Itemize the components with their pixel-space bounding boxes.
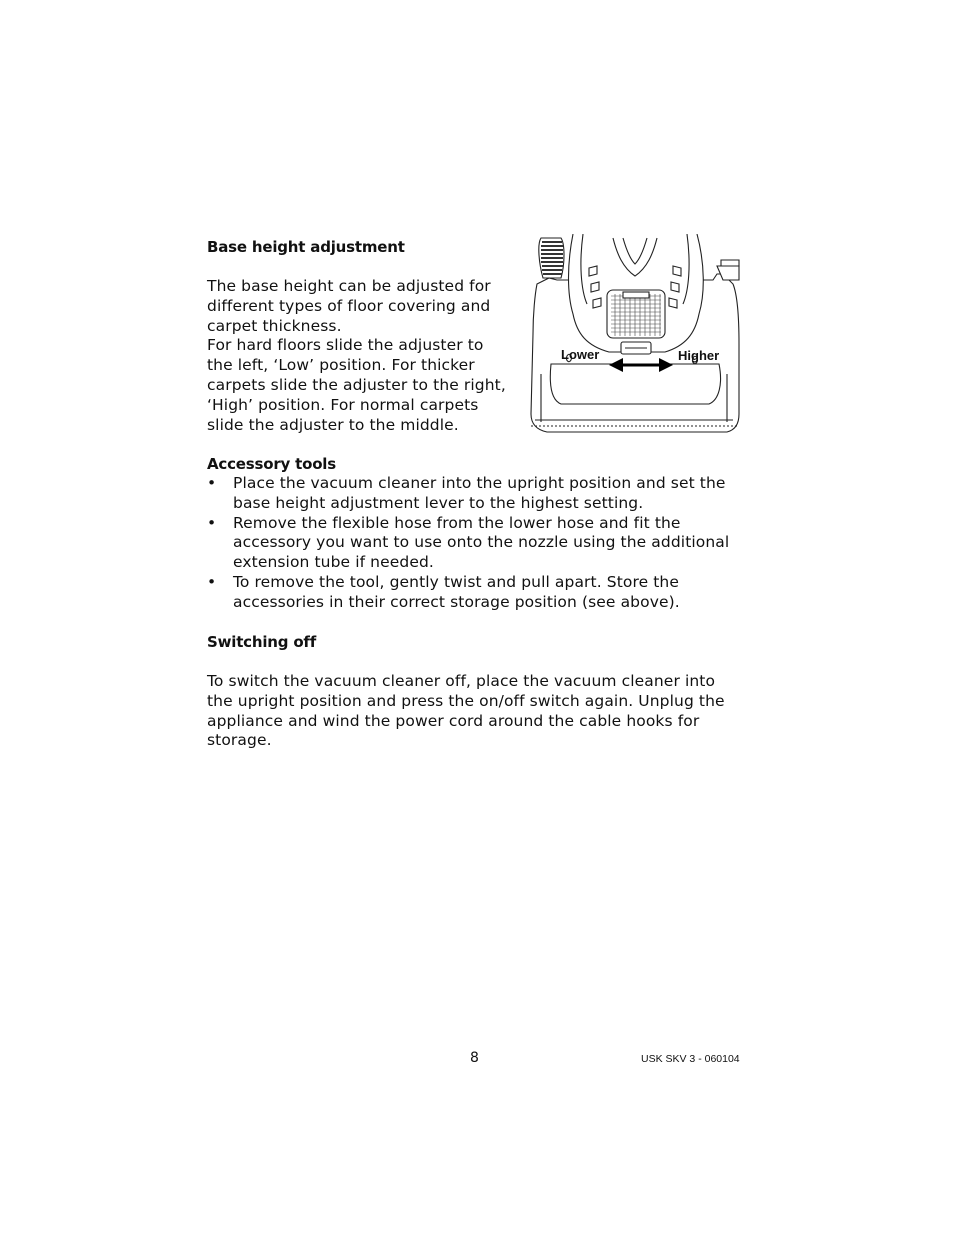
list-item-text: Place the vacuum cleaner into the upright position and set the base height adjustment lever to the highest setting. (233, 474, 726, 512)
list-item (207, 573, 747, 613)
vacuum-base-drawing (527, 234, 741, 440)
accessory-tools-list (207, 474, 747, 613)
document-code: USK SKV 3 - 060104 (641, 1053, 740, 1065)
list-item-text: To remove the tool, gently twist and pull apart. Store the accessories in their correct storage position (see above). (233, 572, 680, 611)
section-heading-switching-off: Switching off (207, 633, 317, 651)
list-item (207, 474, 747, 514)
section-heading-base-height: Base height adjustment (207, 238, 405, 256)
list-item-text: Remove the flexible hose from the lower hose and fit the accessory you want to use onto the nozzle using the additional extension tube if needed. (233, 513, 730, 572)
vacuum-base-illustration (527, 234, 741, 440)
list-item (207, 514, 747, 573)
bullet-glyph: • (207, 474, 217, 492)
bullet-glyph: • (207, 572, 217, 591)
label-higher: Higher (678, 348, 720, 363)
base-height-paragraph: The base height can be adjusted for different types of floor covering and carpet thickness. For hard floors slide the adjuster to the left, ‘Low’ position. For thicker carpets slide the adjuster to the right, ‘High’ position. For normal carpets slide the adjuster to the middle. (207, 277, 506, 434)
switching-off-paragraph: To switch the vacuum cleaner off, place the vacuum cleaner into the upright position and press the on/off switch again. Unplug the appliance and wind the power cord around the cable hooks for storage. (207, 672, 725, 750)
bullet-glyph: • (207, 513, 217, 532)
label-lower: Lower (561, 347, 600, 362)
hose-coil (539, 238, 564, 278)
section-heading-accessory-tools: Accessory tools (207, 455, 336, 473)
page-number: 8 (470, 1050, 479, 1066)
